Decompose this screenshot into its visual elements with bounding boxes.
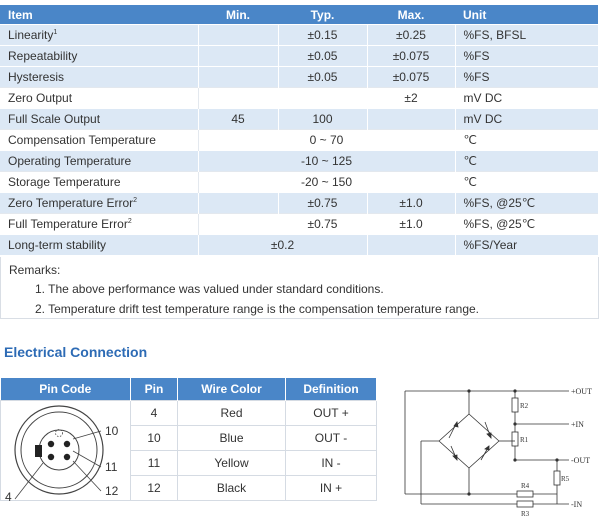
param-name: Full Temperature Error$^2$: [0, 214, 198, 235]
pin-number: 11: [131, 451, 178, 476]
label-r3: R3: [521, 510, 530, 518]
spec-header-row: [0, 5, 598, 25]
table-row: [0, 235, 598, 256]
typ-value: ±0.2: [198, 235, 367, 256]
unit-value: %FS/Year: [455, 235, 598, 256]
wire-color: Black: [178, 476, 286, 501]
param-name: Repeatability: [0, 46, 198, 67]
table-row: [0, 88, 598, 109]
max-value: ±1.0: [367, 214, 455, 235]
header-item: Item: [0, 5, 198, 25]
remarks-title: Remarks:: [9, 263, 61, 277]
param-name: Linearity$^1$: [0, 25, 198, 46]
param-name: Full Scale Output: [0, 109, 198, 130]
range-value: 0 ~ 70: [198, 130, 455, 151]
remark-item: 1. The above performance was valued under standard conditions.: [35, 282, 384, 296]
min-value: [198, 46, 278, 67]
max-value: ±2: [367, 88, 455, 109]
unit-value: %FS, BFSL: [455, 25, 598, 46]
min-value: 45: [198, 109, 278, 130]
range-value: -20 ~ 150: [198, 172, 455, 193]
min-value: [198, 88, 278, 109]
unit-value: %FS, @25℃: [455, 193, 598, 214]
max-value: ±0.075: [367, 46, 455, 67]
typ-value: [278, 88, 367, 109]
unit-value: mV DC: [455, 88, 598, 109]
pin-definition: IN -: [286, 451, 377, 476]
min-value: [198, 214, 278, 235]
connection-header-row: [1, 378, 377, 401]
param-name: Hysteresis: [0, 67, 198, 88]
pin-definition: OUT -: [286, 426, 377, 451]
typ-value: ±0.75: [278, 193, 367, 214]
range-value: -10 ~ 125: [198, 151, 455, 172]
wiring-schematic: [397, 376, 597, 520]
label-minus-in: -IN: [571, 500, 583, 509]
table-row: [0, 172, 598, 193]
unit-value: ℃: [455, 151, 598, 172]
wire-color: Blue: [178, 426, 286, 451]
param-name: Operating Temperature: [0, 151, 198, 172]
header-unit: Unit: [455, 5, 598, 25]
max-value: ±0.075: [367, 67, 455, 88]
param-name: Zero Temperature Error$^2$: [0, 193, 198, 214]
unit-value: %FS, @25℃: [455, 214, 598, 235]
unit-value: ℃: [455, 172, 598, 193]
label-plus-out: +OUT: [571, 387, 592, 396]
connector-pin-diagram: [1, 401, 131, 501]
param-name: Zero Output: [0, 88, 198, 109]
label-r4: R4: [521, 482, 530, 490]
max-value: ±1.0: [367, 193, 455, 214]
unit-value: mV DC: [455, 109, 598, 130]
min-value: [198, 25, 278, 46]
min-value: [198, 67, 278, 88]
unit-value: %FS: [455, 46, 598, 67]
max-value: [367, 109, 455, 130]
header-pin-code: Pin Code: [1, 378, 131, 401]
max-value: [367, 235, 455, 256]
pin-label-10: 10: [105, 424, 119, 438]
label-r2: R2: [520, 402, 529, 410]
param-name: Compensation Temperature: [0, 130, 198, 151]
spec-table: [0, 5, 599, 255]
table-row: [0, 25, 598, 46]
header-definition: Definition: [286, 378, 377, 401]
section-title: Electrical Connection: [4, 344, 148, 360]
table-row: [0, 130, 598, 151]
typ-value: ±0.05: [278, 46, 367, 67]
table-row: [0, 193, 598, 214]
pin-code-drawing-cell: [1, 401, 131, 501]
param-name: Storage Temperature: [0, 172, 198, 193]
header-min: Min.: [198, 5, 278, 25]
pin-label-11: 11: [105, 460, 118, 474]
header-pin: Pin: [131, 378, 178, 401]
typ-value: ±0.75: [278, 214, 367, 235]
pin-number: 12: [131, 476, 178, 501]
typ-value: ±0.15: [278, 25, 367, 46]
typ-value: ±0.05: [278, 67, 367, 88]
param-name: Long-term stability: [0, 235, 198, 256]
pin-number: 10: [131, 426, 178, 451]
header-typ: Typ.: [278, 5, 367, 25]
min-value: [198, 193, 278, 214]
pin-label-4: 4: [5, 490, 12, 501]
max-value: ±0.25: [367, 25, 455, 46]
label-r5: R5: [561, 475, 570, 483]
table-row: [0, 109, 598, 130]
unit-value: ℃: [455, 130, 598, 151]
header-max: Max.: [367, 5, 455, 25]
label-r1: R1: [520, 436, 529, 444]
table-row: [0, 67, 598, 88]
typ-value: 100: [278, 109, 367, 130]
pin-definition: OUT +: [286, 401, 377, 426]
unit-value: %FS: [455, 67, 598, 88]
label-plus-in: +IN: [571, 420, 584, 429]
wire-color: Red: [178, 401, 286, 426]
connection-table: [0, 378, 377, 501]
pin-label-12: 12: [105, 484, 119, 498]
wire-color: Yellow: [178, 451, 286, 476]
remarks-box: [0, 257, 599, 319]
table-row: [0, 214, 598, 235]
table-row: [0, 46, 598, 67]
remark-item: 2. Temperature drift test temperature range is the compensation temperature range.: [35, 302, 480, 316]
table-row: [1, 401, 377, 426]
label-minus-out: -OUT: [571, 456, 591, 465]
pin-number: 4: [131, 401, 178, 426]
table-row: [0, 151, 598, 172]
header-wire-color: Wire Color: [178, 378, 286, 401]
pin-definition: IN +: [286, 476, 377, 501]
